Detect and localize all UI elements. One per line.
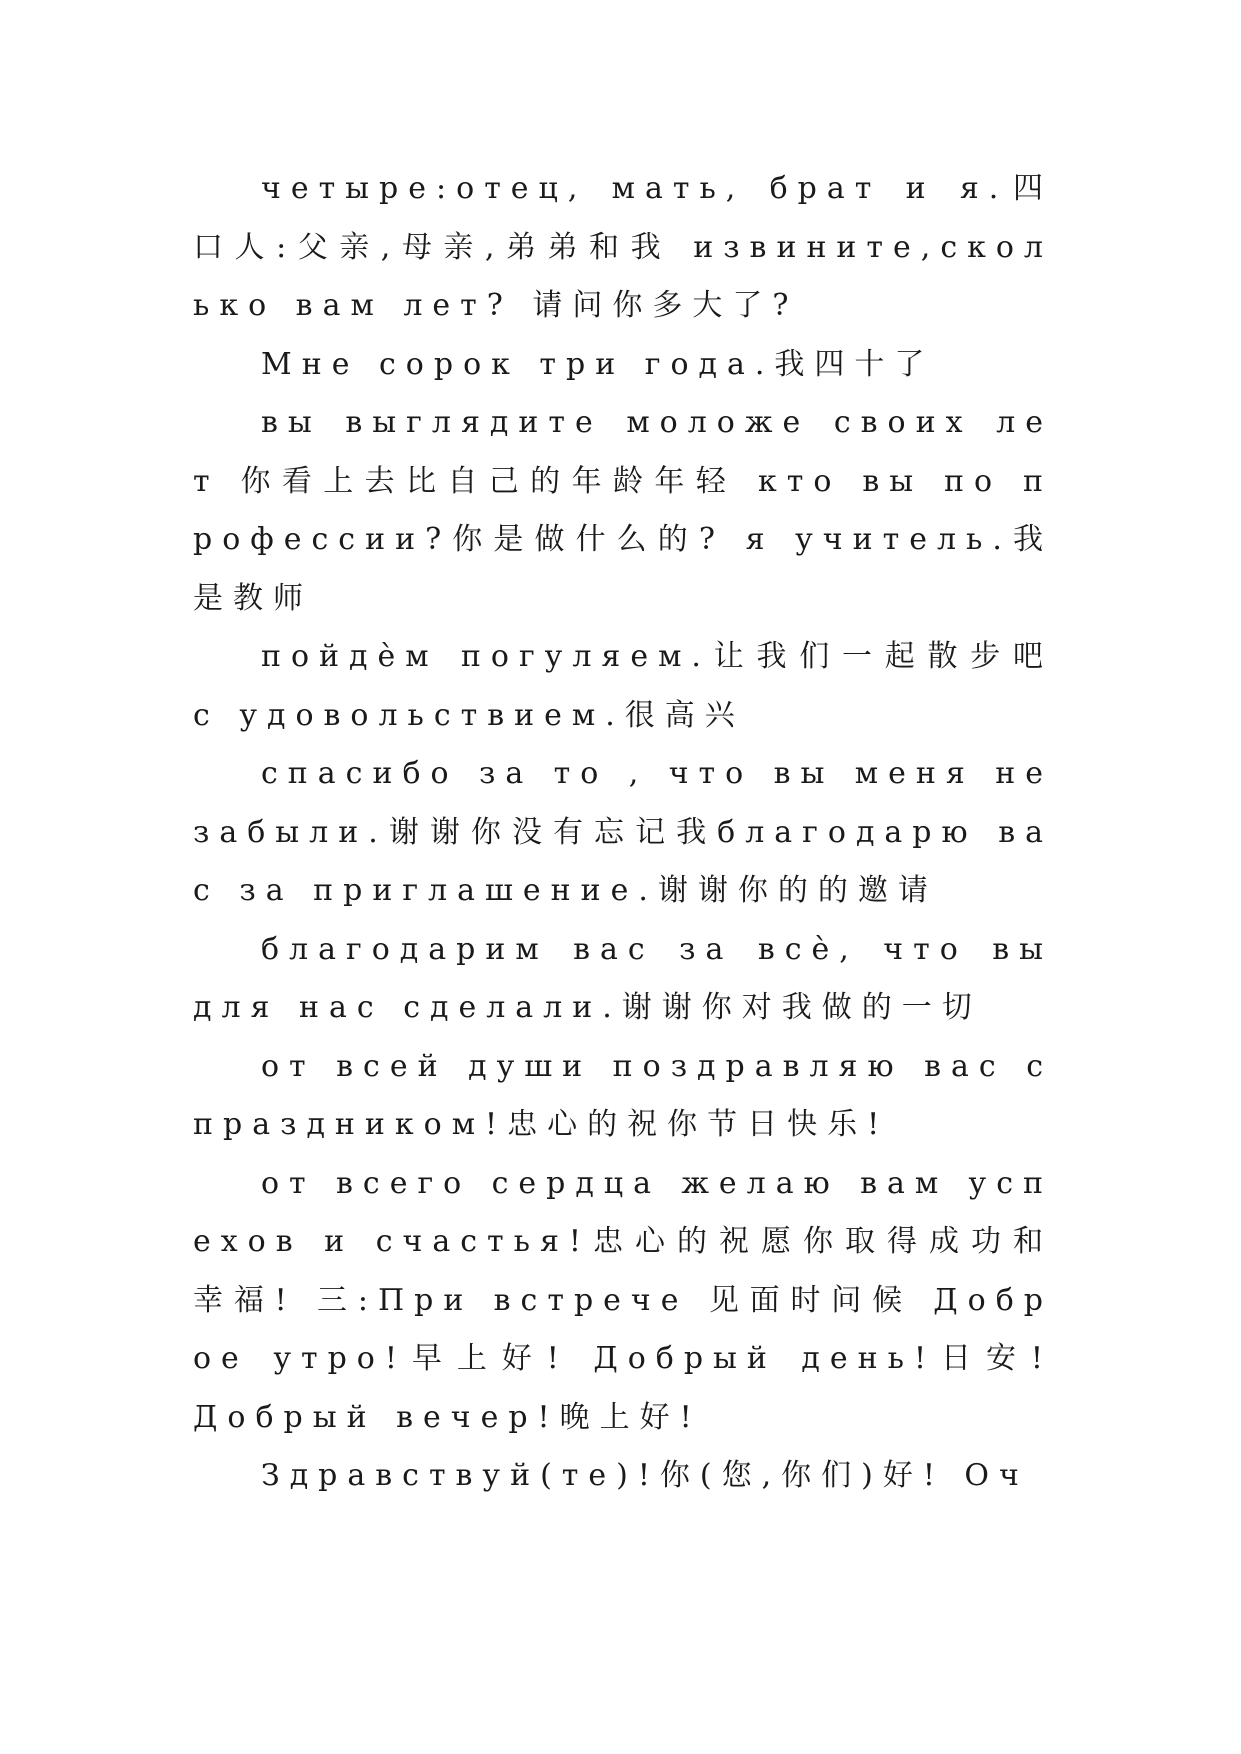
paragraph: четыре:отец, мать, брат и я.四口人:父亲,母亲,弟弟和我 извините,сколько вам лет? 请问你多大了? [193, 171, 1053, 323]
paragraph: от всего сердца желаю вам успехов и счастья!忠心的祝愿你取得成功和幸福! 三:При встрече 见面时问候 Доброе утро!早上好! Добрый день!日安! Добрый вечер!晚上好! [193, 1165, 1053, 1435]
paragraph: пойдѐм погуляем.让我们一起散步吧 с удовольствием.很高兴 [193, 639, 1053, 733]
paragraph: от всей души поздравляю вас с праздником!忠心的祝你节日快乐! [193, 1048, 1053, 1142]
paragraph: Мне сорок три года.我四十了 [261, 346, 935, 382]
paragraph: спасибо за то , что вы меня не забыли.谢谢你没有忘记我благодарю вас за приглашение.谢谢你的的邀请 [193, 756, 1053, 908]
paragraph: Здравствуй(те)!你(您,你们)好! Оч [261, 1458, 1029, 1493]
paragraph: вы выглядите моложе своих лет 你看上去比自己的年龄年轻 кто вы по профессии?你是做什么的? я учитель.我是教师 [193, 405, 1053, 616]
paragraph: благодарим вас за всѐ, что вы для нас сделали.谢谢你对我做的一切 [193, 931, 1053, 1025]
document-body [193, 160, 1053, 1506]
